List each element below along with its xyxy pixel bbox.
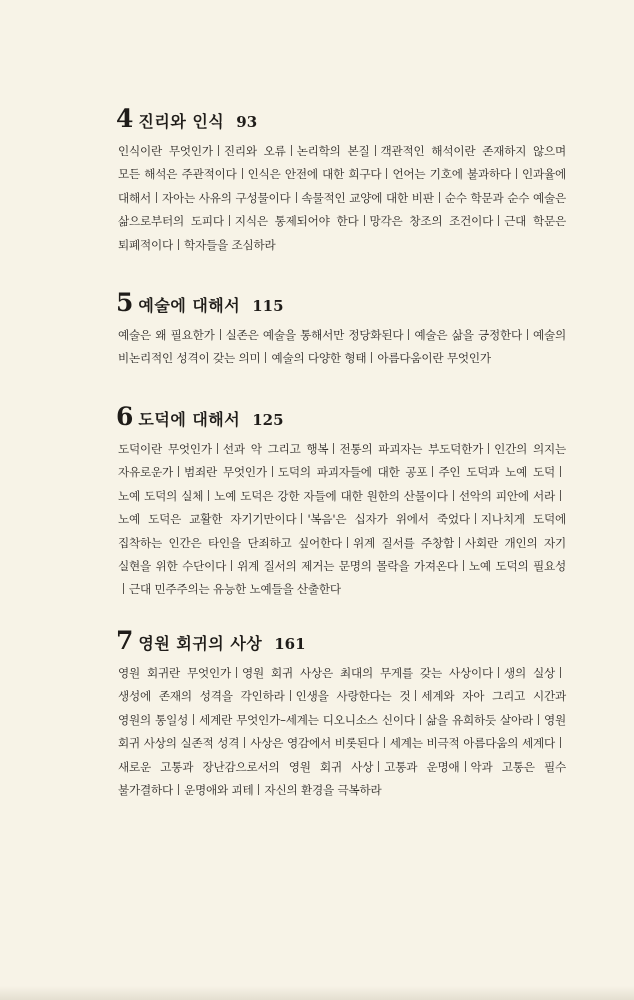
chapter-heading (116, 104, 566, 136)
section-separator (459, 537, 460, 548)
section-title: 인간의 의지는 자유로운가 (118, 442, 567, 480)
section-title: 범죄란 무엇인가 (184, 465, 267, 480)
section-separator (475, 513, 476, 524)
section-separator (156, 192, 157, 203)
section-title: 주인 도덕과 노예 도덕 (438, 465, 556, 480)
section-title: 사상은 영감에서 비롯된다 (250, 736, 379, 751)
chapter-6 (118, 402, 566, 602)
chapter-number: 6 (116, 402, 134, 431)
section-title: 고통과 운명애 (384, 759, 460, 774)
section-separator (384, 737, 385, 748)
section-separator (242, 168, 243, 179)
section-title: 자신의 환경을 극복하라 (264, 783, 382, 798)
section-title: 지식은 통제되어야 한다 (234, 214, 359, 229)
section-title: 전통의 파괴자는 부도덕한가 (339, 442, 484, 456)
section-title: 영원 회귀란 무엇인가 (118, 666, 231, 680)
section-separator (560, 737, 561, 748)
section-separator (236, 667, 237, 678)
section-title: 객관적인 해석이란 존재하지 않으며 모든 해석은 주관적이다 (118, 144, 567, 182)
section-separator (432, 466, 433, 477)
section-title: 노예 도덕은 강한 자들에 대한 원한의 산물이다 (214, 488, 448, 503)
section-separator (375, 145, 376, 156)
section-separator (465, 761, 466, 772)
section-title: 예술은 삶을 긍정한다 (414, 328, 523, 342)
section-title: 영원 회귀 사상은 최대의 무게를 갖는 사상이다 (242, 666, 493, 680)
chapter-number: 4 (116, 104, 134, 133)
section-separator (258, 784, 259, 795)
section-title: 아름다움이란 무엇인가 (377, 351, 491, 366)
section-separator (560, 490, 561, 501)
section-title: 언어는 기호에 불과하다 (392, 167, 512, 182)
section-separator (498, 215, 499, 226)
chapter-sections (118, 140, 566, 257)
section-title: 학자들을 조심하라 (184, 237, 276, 252)
section-title: 새로운 고통과 장난감으로서의 영원 회귀 사상 (118, 759, 374, 774)
chapter-7 (118, 626, 566, 802)
chapter-title: 도덕에 대해서 (138, 410, 241, 429)
section-title: 삶을 유희하듯 살아라 (425, 712, 534, 727)
section-title: 노예 도덕의 필요성 (468, 559, 567, 574)
section-separator (364, 215, 365, 226)
chapter-title: 예술에 대해서 (138, 296, 241, 315)
section-separator (291, 145, 292, 156)
section-separator (347, 537, 348, 548)
section-title: 순수 학문과 순수 예술은 삶으로부터의 도피다 (118, 190, 566, 229)
section-title: 인과율에 대해서 (118, 167, 567, 205)
section-separator (231, 560, 232, 571)
section-title: 세계는 비극적 아름다움의 세계다 (389, 736, 555, 751)
section-title: 인식은 안전에 대한 희구다 (247, 167, 382, 182)
section-title: 도덕의 파괴자들에 대한 공포 (277, 465, 428, 480)
section-separator (516, 168, 517, 179)
section-title: 세계와 자아 그리고 시간과 영원의 통일성 (118, 689, 566, 727)
section-title: 속물적인 교양에 대한 비판 (301, 190, 434, 205)
section-title: 위계 질서를 주창함 (353, 535, 454, 550)
section-title: 예술의 다양한 형태 (271, 351, 367, 366)
chapter-page-number: 125 (252, 411, 284, 429)
section-separator (333, 443, 334, 454)
section-separator (220, 329, 221, 340)
section-title: 논리학의 본질 (296, 144, 370, 158)
section-title: 인생을 사랑한다는 것 (295, 689, 411, 704)
section-title: 망각은 창조의 조건이다 (369, 214, 494, 229)
chapter-title: 진리와 인식 (138, 112, 225, 131)
section-title: 실존은 예술을 통해서만 정당화된다 (225, 328, 404, 342)
section-separator (217, 443, 218, 454)
chapter-page-number: 115 (252, 297, 284, 315)
section-title: 운명애와 괴테 (184, 783, 254, 798)
section-title: 사회란 개인의 자기 실현을 위한 수단이다 (118, 535, 566, 574)
section-title: 생성에 존재의 성격을 각인하라 (118, 689, 285, 704)
section-separator (439, 192, 440, 203)
section-title: 근대 민주주의는 유능한 노예들을 산출한다 (129, 582, 341, 597)
section-separator (463, 560, 464, 571)
section-separator (296, 192, 297, 203)
chapter-heading (116, 402, 566, 434)
section-separator (218, 145, 219, 156)
section-separator (378, 761, 379, 772)
section-separator (408, 329, 409, 340)
section-separator (193, 714, 194, 725)
section-separator (123, 583, 124, 594)
chapter-title: 영원 회귀의 사상 (138, 634, 263, 653)
section-separator (178, 239, 179, 250)
section-title: 악과 고통은 필수 불가결하다 (118, 759, 566, 798)
section-separator (244, 737, 245, 748)
section-title: 예술은 왜 필요한가 (118, 328, 215, 342)
chapter-number: 7 (116, 626, 134, 655)
chapter-page-number: 161 (274, 635, 306, 653)
section-title: 생의 실상 (504, 666, 555, 680)
section-separator (415, 690, 416, 701)
section-title: 노예 도덕의 실체 (118, 488, 204, 503)
section-separator (178, 784, 179, 795)
section-title: 도덕이란 무엇인가 (118, 442, 212, 456)
section-separator (527, 329, 528, 340)
chapter-sections (118, 438, 566, 602)
section-separator (420, 714, 421, 725)
chapter-heading (116, 626, 566, 658)
section-separator (560, 466, 561, 477)
section-separator (229, 215, 230, 226)
section-title: 지나치게 도덕에 집착하는 인간은 타인을 단죄하고 싶어한다 (118, 512, 567, 550)
section-separator (386, 168, 387, 179)
chapter-sections (118, 324, 566, 371)
section-title: 진리와 오류 (223, 144, 286, 158)
section-separator (290, 690, 291, 701)
section-separator (453, 490, 454, 501)
section-title: 위계 질서의 제거는 문명의 몰락을 가져온다 (237, 559, 458, 574)
chapter-4 (118, 104, 566, 257)
section-title: 영원 회귀 사상의 실존적 성격 (118, 712, 567, 751)
section-separator (178, 466, 179, 477)
section-separator (208, 490, 209, 501)
section-title: 세계란 무엇인가–세계는 디오니소스 신이다 (199, 712, 415, 727)
section-separator (371, 352, 372, 363)
section-separator (272, 466, 273, 477)
section-separator (488, 443, 489, 454)
section-separator (538, 714, 539, 725)
chapter-sections (118, 662, 566, 802)
section-title: '복음'은 십자가 위에서 죽었다 (307, 512, 470, 527)
section-title: 인식이란 무엇인가 (118, 144, 213, 158)
section-separator (498, 667, 499, 678)
chapter-5 (118, 288, 566, 371)
section-title: 근대 학문은 퇴폐적이다 (118, 214, 567, 252)
section-separator (560, 667, 561, 678)
chapter-heading (116, 288, 566, 320)
section-title: 노예 도덕은 교활한 자기기만이다 (118, 512, 297, 527)
section-title: 선과 악 그리고 행복 (222, 442, 329, 456)
section-title: 예술의 비논리적인 성격이 갖는 의미 (118, 328, 567, 366)
chapter-page-number: 93 (236, 113, 258, 131)
page-bottom-edge (0, 986, 634, 1000)
section-separator (265, 352, 266, 363)
chapter-number: 5 (116, 288, 134, 317)
section-title: 자아는 사유의 구성물이다 (162, 190, 291, 205)
section-title: 선악의 피안에 서라 (458, 488, 556, 503)
section-separator (301, 513, 302, 524)
